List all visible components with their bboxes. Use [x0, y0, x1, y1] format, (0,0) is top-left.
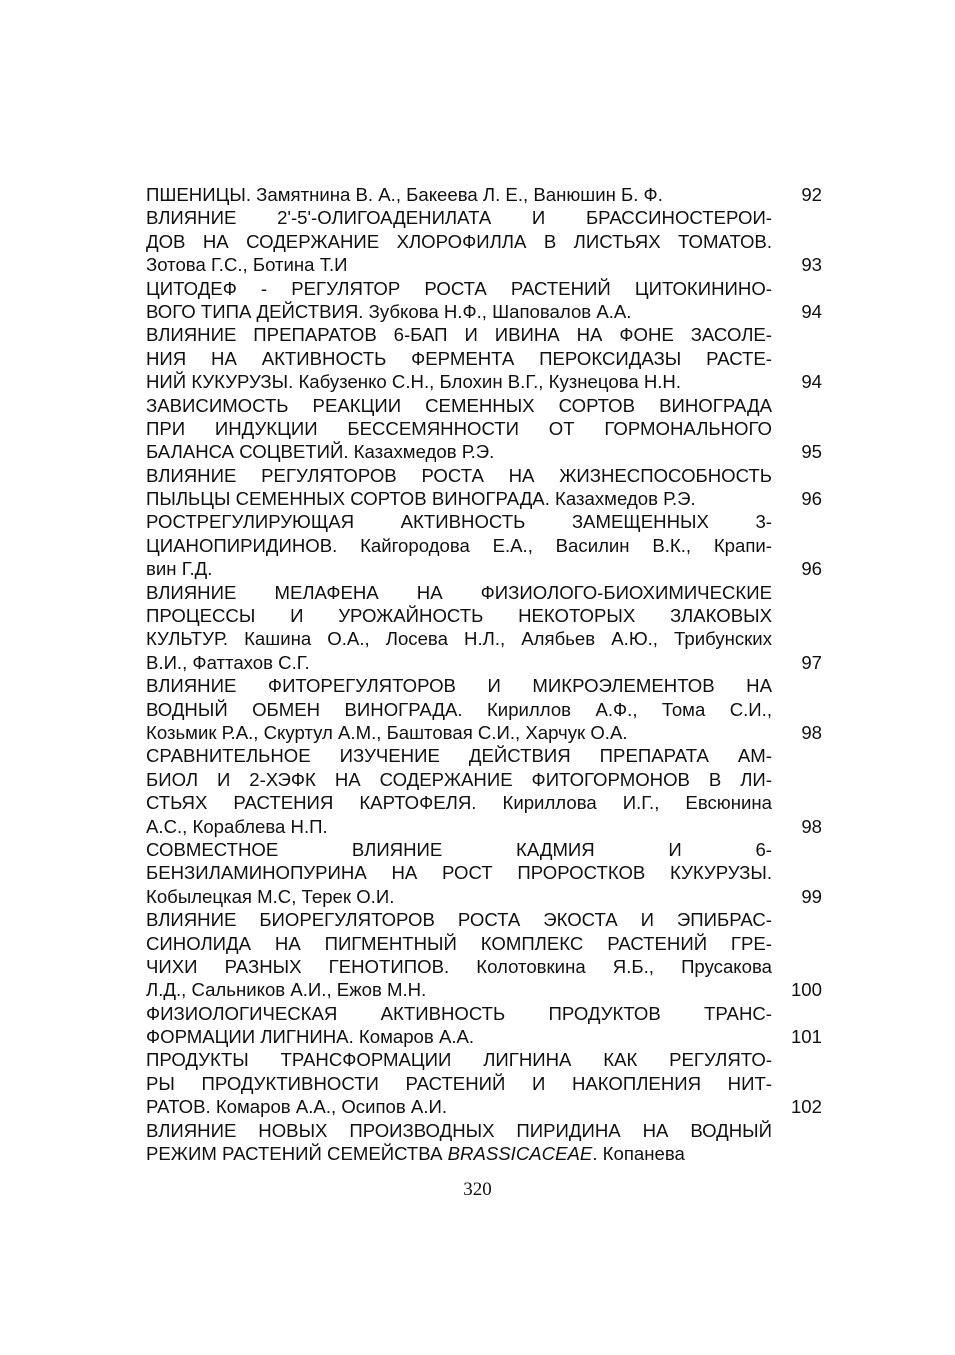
- toc-page-number: 98: [801, 721, 822, 743]
- toc-entry-line: [0, 417, 955, 440]
- toc-entry: [0, 323, 955, 393]
- toc-entry: [0, 277, 955, 324]
- toc-entry-line: [0, 300, 955, 323]
- table-of-contents: [0, 183, 955, 1165]
- toc-entry: [0, 510, 955, 580]
- toc-entry-line: [0, 230, 955, 253]
- toc-entry-text: А.С., Кораблева Н.П.: [146, 815, 328, 837]
- toc-entry-line: [0, 815, 955, 838]
- toc-entry-text: ВОДНЫЙ ОБМЕН ВИНОГРАДА. Кириллов А.Ф., Тома С.И.,: [146, 698, 772, 720]
- toc-entry-line: [0, 183, 955, 206]
- toc-page-number: 96: [801, 558, 822, 580]
- toc-entry-text: НИЙ КУКУРУЗЫ. Кабузенко С.Н., Блохин В.Г., Кузнецова Н.Н.: [146, 371, 682, 393]
- toc-entry-text: ВЛИЯНИЕ НОВЫХ ПРОИЗВОДНЫХ ПИРИДИНА НА ВОДНЫЙ: [146, 1119, 772, 1141]
- toc-entry-text: РЕЖИМ РАСТЕНИЙ СЕМЕЙСТВА BRASSICACEAE. Копанева: [146, 1143, 685, 1165]
- toc-entry-text: ПРОЦЕССЫ И УРОЖАЙНОСТЬ НЕКОТОРЫХ ЗЛАКОВЫХ: [146, 605, 772, 627]
- toc-entry-text: ЧИХИ РАЗНЫХ ГЕНОТИПОВ. Колотовкина Я.Б., Прусакова: [146, 955, 772, 977]
- toc-entry-line: [0, 487, 955, 510]
- toc-entry-text: ФОРМАЦИИ ЛИГНИНА. Комаров А.А.: [146, 1026, 475, 1048]
- toc-entry-text: ЗАВИСИМОСТЬ РЕАКЦИИ СЕМЕННЫХ СОРТОВ ВИНОГРАДА: [146, 394, 772, 416]
- toc-entry: [0, 1119, 955, 1166]
- toc-entry-line: [0, 744, 955, 767]
- toc-page-number: 95: [801, 441, 822, 463]
- toc-entry-line: [0, 1119, 955, 1142]
- toc-entry-line: [0, 791, 955, 814]
- toc-entry-line: [0, 908, 955, 931]
- toc-entry-line: [0, 464, 955, 487]
- toc-page-number: 102: [790, 1096, 822, 1118]
- toc-entry-line: [0, 581, 955, 604]
- toc-entry-line: [0, 1002, 955, 1025]
- toc-page-number: 98: [801, 815, 822, 837]
- toc-entry-text: ВЛИЯНИЕ ПРЕПАРАТОВ 6-БАП И ИВИНА НА ФОНЕ ЗАСОЛЕ-: [146, 324, 772, 346]
- toc-entry-text: ПРИ ИНДУКЦИИ БЕССЕМЯННОСТИ ОТ ГОРМОНАЛЬНОГО: [146, 417, 772, 439]
- toc-entry-text: БЕНЗИЛАМИНОПУРИНА НА РОСТ ПРОРОСТКОВ КУКУРУЗЫ.: [146, 862, 772, 884]
- toc-entry-line: [0, 885, 955, 908]
- toc-entry: [0, 908, 955, 1002]
- toc-entry-line: [0, 557, 955, 580]
- toc-entry-line: [0, 1142, 955, 1165]
- toc-entry-text: БИОЛ И 2-ХЭФК НА СОДЕРЖАНИЕ ФИТОГОРМОНОВ В ЛИ-: [146, 768, 772, 790]
- toc-page-number: 96: [801, 488, 822, 510]
- toc-entry-text: НИЯ НА АКТИВНОСТЬ ФЕРМЕНТА ПЕРОКСИДАЗЫ РАСТЕ-: [146, 347, 772, 369]
- toc-entry-line: [0, 932, 955, 955]
- toc-entry-text: ДОВ НА СОДЕРЖАНИЕ ХЛОРОФИЛЛА В ЛИСТЬЯХ ТОМАТОВ.: [146, 230, 772, 252]
- toc-entry-text: ЦИТОДЕФ - РЕГУЛЯТОР РОСТА РАСТЕНИЙ ЦИТОКИНИНО-: [146, 277, 772, 299]
- toc-entry-text: ПЫЛЬЦЫ СЕМЕННЫХ СОРТОВ ВИНОГРАДА. Казахмедов Р.Э.: [146, 488, 696, 510]
- toc-entry-text: РОСТРЕГУЛИРУЮЩАЯ АКТИВНОСТЬ ЗАМЕЩЕННЫХ 3-: [146, 511, 772, 533]
- toc-entry: [0, 1048, 955, 1118]
- toc-entry-line: [0, 861, 955, 884]
- toc-entry-text: РЫ ПРОДУКТИВНОСТИ РАСТЕНИЙ И НАКОПЛЕНИЯ НИТ-: [146, 1072, 772, 1094]
- toc-entry-line: [0, 1048, 955, 1071]
- toc-entry-line: [0, 978, 955, 1001]
- toc-entry-line: [0, 347, 955, 370]
- toc-entry-line: [0, 206, 955, 229]
- toc-entry-text: ВЛИЯНИЕ 2'-5'-ОЛИГОАДЕНИЛАТА И БРАССИНОСТЕРОИ-: [146, 207, 772, 229]
- toc-entry-line: [0, 277, 955, 300]
- toc-entry-text: КУЛЬТУР. Кашина О.А., Лосева Н.Л., Алябьев А.Ю., Трибунских: [146, 628, 772, 650]
- toc-entry-text: СТЬЯХ РАСТЕНИЯ КАРТОФЕЛЯ. Кириллова И.Г., Евсюнина: [146, 792, 772, 814]
- toc-entry: [0, 674, 955, 744]
- toc-page-number: 94: [801, 300, 822, 322]
- toc-entry-line: [0, 651, 955, 674]
- toc-entry-text: Кобылецкая М.С, Терек О.И.: [146, 885, 395, 907]
- toc-entry-line: [0, 534, 955, 557]
- toc-entry-text: БАЛАНСА СОЦВЕТИЙ. Казахмедов Р.Э.: [146, 441, 495, 463]
- toc-page-number: 100: [790, 979, 822, 1001]
- toc-entry-line: [0, 394, 955, 417]
- toc-entry: [0, 183, 955, 206]
- toc-entry: [0, 206, 955, 276]
- toc-entry-text: СОВМЕСТНОЕ ВЛИЯНИЕ КАДМИЯ И 6-: [146, 838, 772, 860]
- latin-family-name: BRASSICACEAE: [447, 1143, 593, 1165]
- toc-entry-text: ВОГО ТИПА ДЕЙСТВИЯ. Зубкова Н.Ф., Шаповалов А.А.: [146, 300, 632, 322]
- toc-entry-text: Козьмик Р.А., Скуртул А.М., Баштовая С.И., Харчук О.А.: [146, 721, 628, 743]
- toc-entry: [0, 464, 955, 511]
- toc-entry-line: [0, 698, 955, 721]
- toc-entry: [0, 744, 955, 838]
- toc-entry-text: Л.Д., Сальников А.И., Ежов М.Н.: [146, 979, 427, 1001]
- toc-entry-text: ВЛИЯНИЕ МЕЛАФЕНА НА ФИЗИОЛОГО-БИОХИМИЧЕСКИЕ: [146, 581, 772, 603]
- toc-entry-text: ВЛИЯНИЕ РЕГУЛЯТОРОВ РОСТА НА ЖИЗНЕСПОСОБНОСТЬ: [146, 464, 772, 486]
- toc-entry-text: ПРОДУКТЫ ТРАНСФОРМАЦИИ ЛИГНИНА КАК РЕГУЛЯТО-: [146, 1049, 772, 1071]
- toc-page-number: 94: [801, 371, 822, 393]
- toc-entry-text: ФИЗИОЛОГИЧЕСКАЯ АКТИВНОСТЬ ПРОДУКТОВ ТРАНС-: [146, 1002, 772, 1024]
- toc-page-number: 92: [801, 184, 822, 205]
- toc-entry-line: [0, 768, 955, 791]
- toc-entry-text: вин Г.Д.: [146, 558, 213, 580]
- toc-entry-line: [0, 253, 955, 276]
- toc-page-number: 93: [801, 254, 822, 276]
- toc-entry-text: РАТОВ. Комаров А.А., Осипов А.И.: [146, 1096, 448, 1118]
- toc-entry: [0, 394, 955, 464]
- toc-entry-line: [0, 721, 955, 744]
- toc-entry-line: [0, 440, 955, 463]
- toc-entry-line: [0, 955, 955, 978]
- toc-page-number: 99: [801, 885, 822, 907]
- page-number: 320: [463, 1179, 492, 1200]
- toc-page-number: 97: [801, 651, 822, 673]
- toc-entry-line: [0, 604, 955, 627]
- toc-entry-line: [0, 1072, 955, 1095]
- toc-entry: [0, 581, 955, 675]
- toc-entry-text: Зотова Г.С., Ботина Т.И: [146, 254, 348, 276]
- toc-entry-line: [0, 1095, 955, 1118]
- toc-entry-text: В.И., Фаттахов С.Г.: [146, 651, 310, 673]
- toc-entry-line: [0, 674, 955, 697]
- toc-entry-text: СИНОЛИДА НА ПИГМЕНТНЫЙ КОМПЛЕКС РАСТЕНИЙ ГРЕ-: [146, 932, 772, 954]
- toc-entry-line: [0, 627, 955, 650]
- toc-entry: [0, 838, 955, 908]
- toc-entry-text: ЦИАНОПИРИДИНОВ. Кайгородова Е.А., Василин В.К., Крапи-: [146, 534, 772, 556]
- toc-entry-text: ПШЕНИЦЫ. Замятнина В. А., Бакеева Л. Е., Ванюшин Б. Ф.: [146, 184, 663, 205]
- toc-entry-line: [0, 510, 955, 533]
- toc-entry-text: ВЛИЯНИЕ БИОРЕГУЛЯТОРОВ РОСТА ЭКОСТА И ЭПИБРАС-: [146, 909, 772, 931]
- toc-entry-text: СРАВНИТЕЛЬНОЕ ИЗУЧЕНИЕ ДЕЙСТВИЯ ПРЕПАРАТА АМ-: [146, 745, 772, 767]
- toc-entry-line: [0, 1025, 955, 1048]
- toc-entry-line: [0, 323, 955, 346]
- toc-entry: [0, 1002, 955, 1049]
- toc-page-number: 101: [790, 1026, 822, 1048]
- toc-entry-line: [0, 370, 955, 393]
- toc-entry-line: [0, 838, 955, 861]
- toc-entry-text: ВЛИЯНИЕ ФИТОРЕГУЛЯТОРОВ И МИКРОЭЛЕМЕНТОВ НА: [146, 675, 772, 697]
